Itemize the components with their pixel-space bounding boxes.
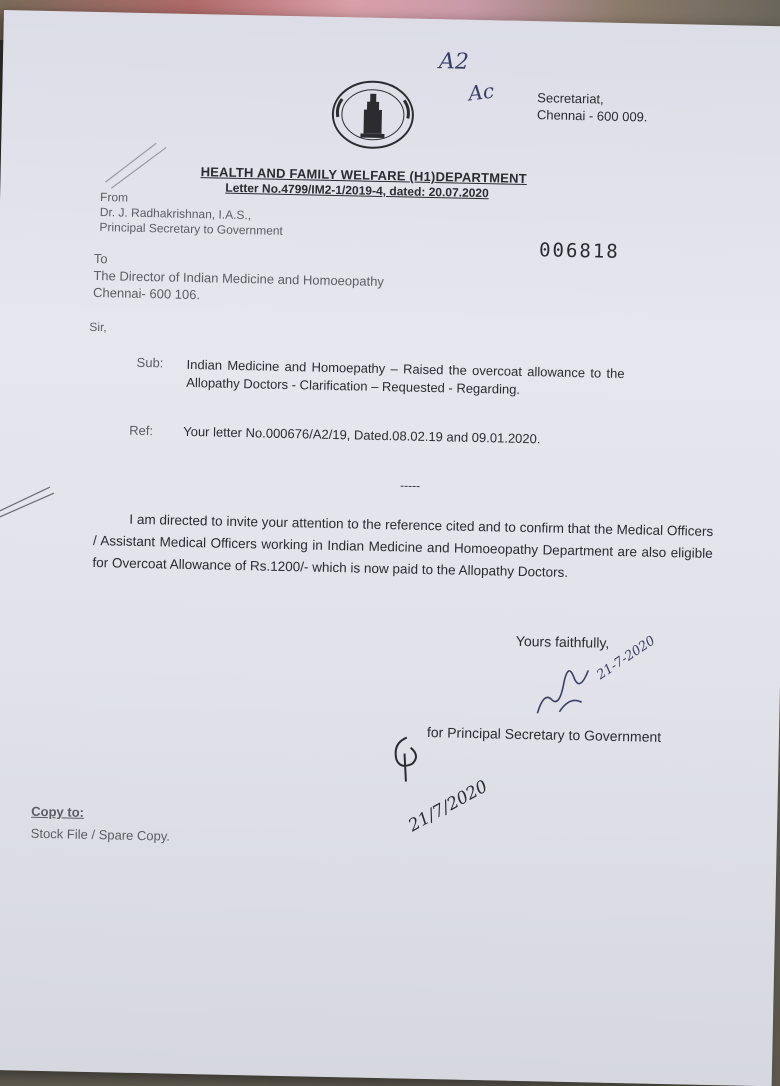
handwritten-note: A2 — [438, 49, 470, 75]
initials-mark-icon — [388, 733, 429, 784]
from-label: From — [99, 190, 129, 205]
from-block — [99, 188, 283, 241]
letter-body: I am directed to invite your attention to the reference cited and to confirm that the Medical Officers / Assistant Medical Officers working in Indian Medicine and Homoeopathy Department are also eligible for Overcoat Allowance of Rs.1200/- which is now paid to the Allopathy Doctors. — [92, 511, 714, 580]
to-label: To — [93, 250, 108, 267]
reference-label: Ref: — [129, 422, 154, 439]
subject-text: Indian Medicine and Homoepathy – Raised the overcoat allowance to the Allopathy Doctors - Clarification – Requested - Regarding. — [186, 356, 625, 397]
copy-to-label: Copy to: — [31, 803, 85, 820]
received-date: 21/7/2020 — [405, 776, 492, 837]
copy-to-item: Stock File / Spare Copy. — [30, 825, 171, 844]
closing: Yours faithfully, — [515, 632, 610, 651]
reference-text: Your letter No.000676/A2/19, Dated.08.02.19 and 09.01.2020. — [183, 423, 541, 447]
signatory: for Principal Secretary to Government — [426, 724, 662, 745]
separator: ----- — [399, 478, 421, 493]
tamil-nadu-emblem-icon — [327, 79, 418, 151]
letter-sheet — [0, 10, 780, 1086]
faint-stamp-icon — [95, 132, 186, 194]
margin-mark-icon — [0, 480, 60, 521]
salutation: Sir, — [89, 319, 107, 335]
from-name: Dr. J. Radhakrishnan, I.A.S., — [99, 205, 252, 223]
handwritten-initials: Ac — [467, 78, 496, 106]
letterhead-address — [537, 89, 648, 125]
secretariat-city: Chennai - 600 009. — [536, 107, 648, 125]
department-heading: HEALTH AND FAMILY WELFARE (H1)DEPARTMENT — [200, 164, 528, 186]
letter-number: Letter No.4799/IM2-1/2019-4, dated: 20.07.2020 — [225, 180, 489, 201]
serial-number-stamp: 006818 — [538, 239, 620, 263]
to-city: Chennai- 600 106. — [92, 284, 201, 303]
to-block — [93, 250, 385, 307]
subject-label: Sub: — [136, 354, 164, 371]
to-addressee: The Director of Indian Medicine and Homoeopathy — [93, 267, 385, 290]
signature-date: 21-7-2020 — [594, 633, 659, 683]
secretariat-label: Secretariat, — [537, 90, 604, 107]
from-designation: Principal Secretary to Government — [99, 220, 284, 238]
signature-icon — [529, 651, 610, 723]
